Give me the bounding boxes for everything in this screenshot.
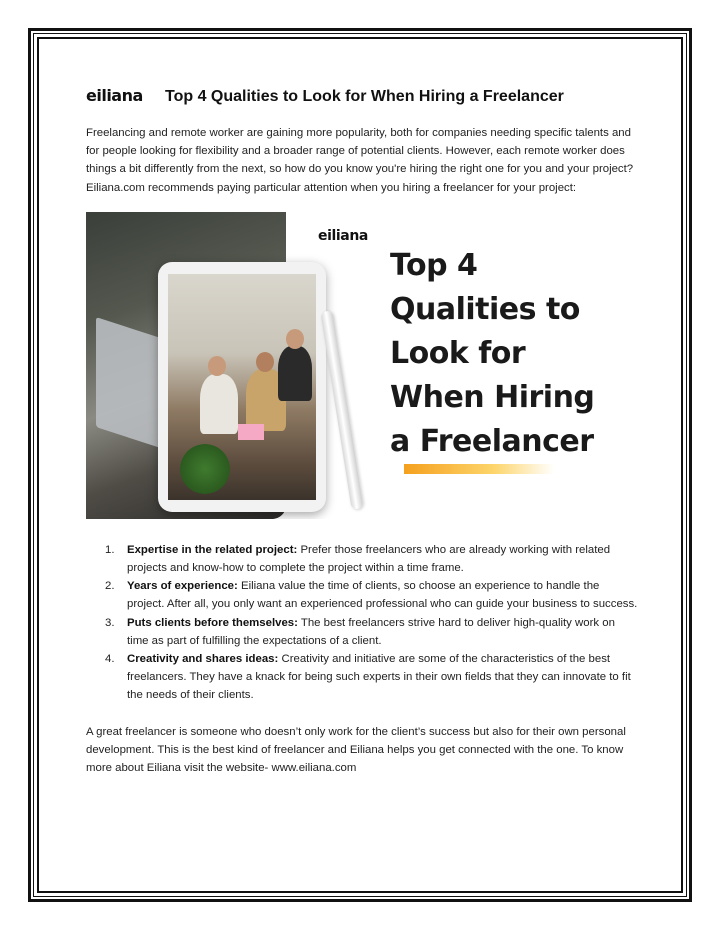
hero-title xyxy=(390,244,630,464)
foreground-tablet xyxy=(158,262,326,512)
person-figure xyxy=(278,346,312,401)
person-head xyxy=(256,352,274,372)
quality-title: Years of experience: xyxy=(127,580,238,593)
document-title: Top 4 Qualities to Look for When Hiring a Freelancer xyxy=(165,88,564,105)
plant xyxy=(180,444,230,494)
stylus-pen xyxy=(320,310,363,509)
closing-paragraph: A great freelancer is someone who doesn’t only work for the client’s success but also for their own personal development. This is the best kind of freelancer and Eiliana helps you get connected with the one. To know more about Eiliana visit the website- www.eiliana.com xyxy=(86,725,626,775)
quality-text: Prefer those freelancers who are already working with related projects and know-how to complete the project within a time frame. xyxy=(127,543,611,575)
accent-bar xyxy=(404,464,554,474)
person-head xyxy=(286,329,304,349)
document-content xyxy=(86,82,638,777)
quality-item xyxy=(86,577,638,613)
tablet-screen-photo xyxy=(168,274,316,500)
quality-title: Expertise in the related project: xyxy=(127,543,298,556)
eiliana-logo: eiliana xyxy=(86,86,143,105)
quality-text: The best freelancers strive hard to deliver high-quality work on time as part of fulfilling the expectations of a client. xyxy=(127,616,615,647)
hero-title-line: Qualities to xyxy=(390,291,580,327)
person-figure xyxy=(200,374,238,434)
quality-item xyxy=(86,541,638,577)
quality-item xyxy=(86,650,638,705)
quality-title: Puts clients before themselves: xyxy=(127,616,298,629)
list-number: 3. xyxy=(105,616,115,629)
person-head xyxy=(208,356,226,376)
list-number: 2. xyxy=(105,580,115,593)
quality-text: Creativity and initiative are some of the characteristics of the best freelancers. They have a knack for being such experts in their own fields that they can innovate to fit the needs of their clients. xyxy=(127,653,631,702)
hero-title-line: Top 4 xyxy=(390,247,478,283)
quality-title: Creativity and shares ideas: xyxy=(127,653,279,666)
document-header xyxy=(86,82,638,114)
hero-title-line: a Freelancer xyxy=(390,423,594,459)
pink-box xyxy=(238,424,264,440)
list-number: 1. xyxy=(105,543,115,556)
quality-text: Eiliana value the time of clients, so choose an experience to handle the project. After all, you only want an experienced professional who can guide your business to success. xyxy=(127,580,638,611)
hero-title-line: When Hiring xyxy=(390,379,595,415)
hero-eiliana-logo: eiliana xyxy=(318,227,368,244)
list-number: 4. xyxy=(105,653,115,666)
quality-item xyxy=(86,614,638,650)
hero-title-line: Look for xyxy=(390,335,526,371)
intro-paragraph: Freelancing and remote worker are gaining more popularity, both for companies needing specific talents and for people looking for flexibility and a broader range of potential clients. However, each remote worker does things a bit differently from the next, so how do you know you're hiring the right one for you and your project? Eiliana.com recommends paying particular attention when you hiring a freelancer for your project: xyxy=(86,127,634,194)
qualities-list xyxy=(86,541,638,705)
hero-image xyxy=(86,212,638,519)
